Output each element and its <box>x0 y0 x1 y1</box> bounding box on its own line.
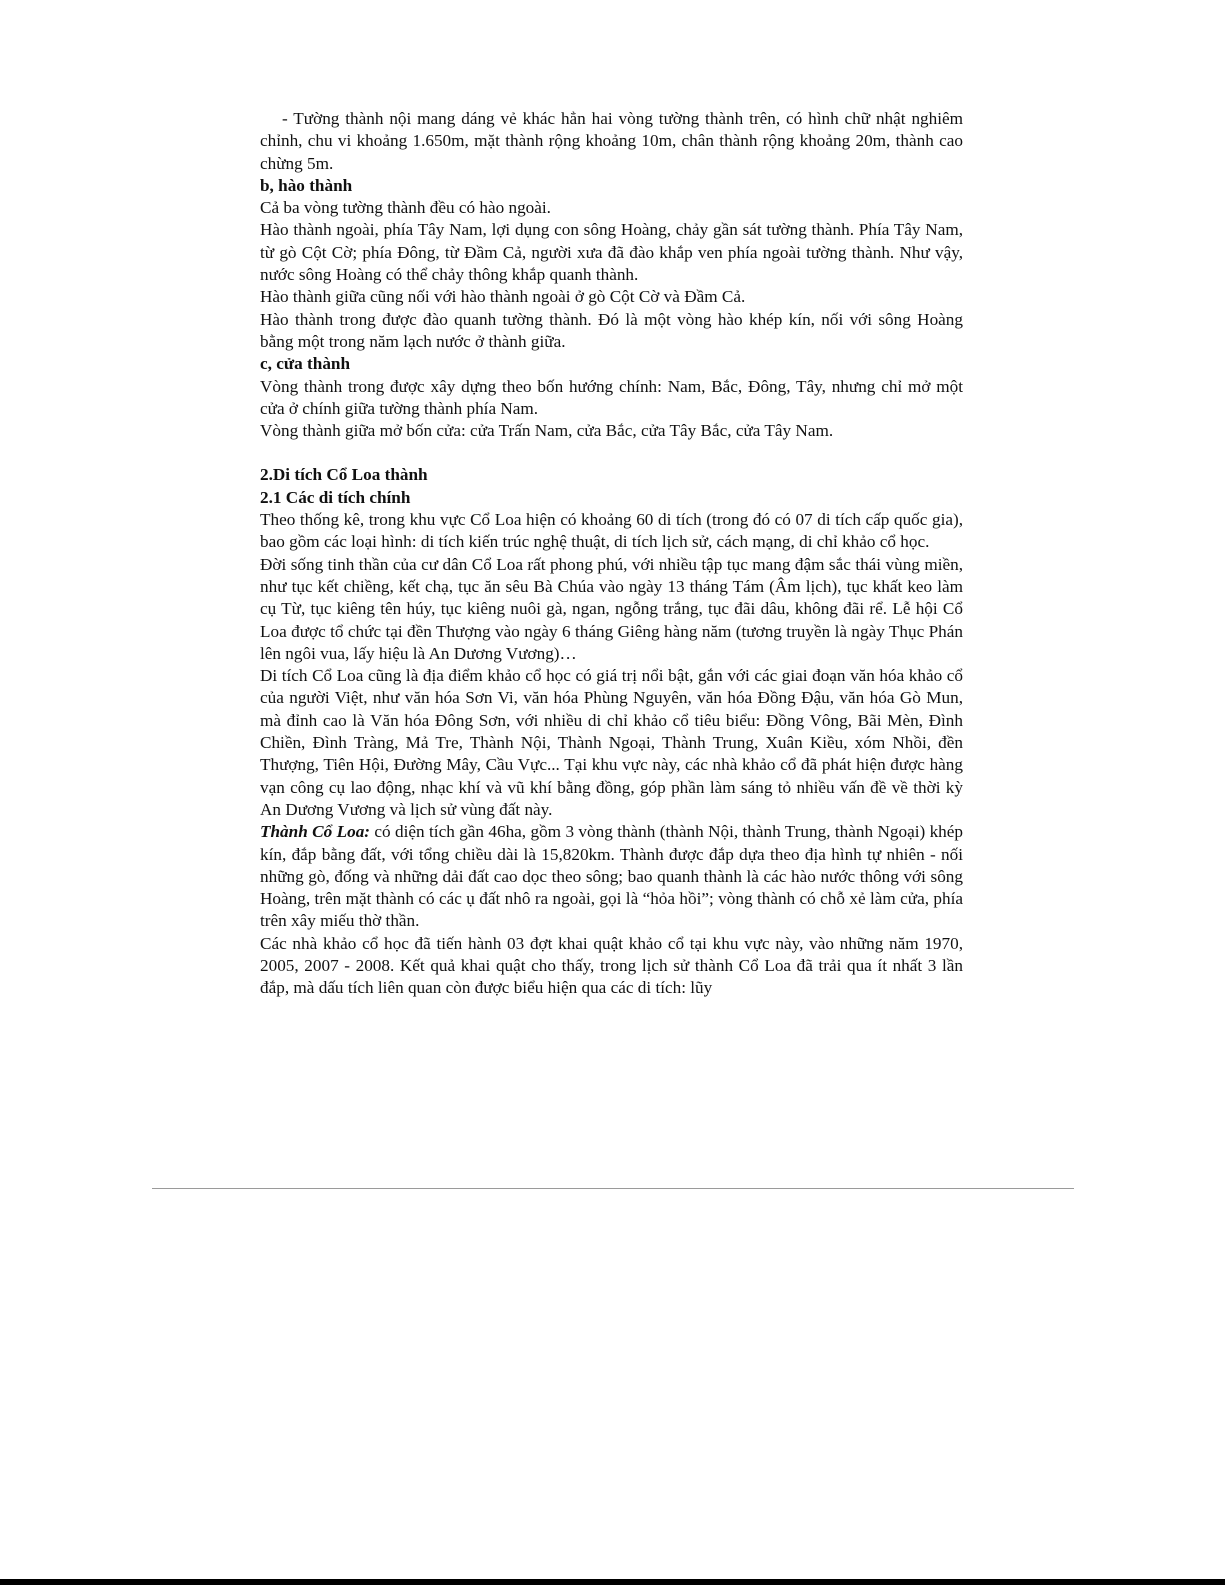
section-b-paragraph: Hào thành trong được đào quanh tường thành. Đó là một vòng hào khép kín, nối với sông Hoàng bằng một trong năm lạch nước ở thành giữa. <box>260 309 963 351</box>
section-gap <box>260 442 963 464</box>
section-c-heading: c, cửa thành <box>260 354 351 374</box>
section-2-1-heading: 2.1 Các di tích chính <box>260 487 411 507</box>
section-2-paragraph: Đời sống tinh thần của cư dân Cổ Loa rất phong phú, với nhiều tập tục mang đậm sắc thái vùng miền, như tục kết chiềng, kết chạ, tục ăn sêu Bà Chúa vào ngày 13 tháng Tám (Âm lịch), tục khất keo làm cụ Từ, tục kiêng tên húy, tục kiêng nuôi gà, ngan, ngỗng trắng, tục đãi dâu, không đãi rể. Lễ hội Cổ Loa được tổ chức tại đền Thượng vào ngày 6 tháng Giêng hàng năm (tương truyền là ngày Thục Phán lên ngôi vua, lấy hiệu là An Dương Vương)… <box>260 554 963 663</box>
section-c-paragraph: Vòng thành giữa mở bốn cửa: cửa Trấn Nam, cửa Bắc, cửa Tây Bắc, cửa Tây Nam. <box>260 421 834 441</box>
section-2-paragraph: Theo thống kê, trong khu vực Cổ Loa hiện có khoảng 60 di tích (trong đó có 07 di tích cấp quốc gia), bao gồm các loại hình: di tích kiến trúc nghệ thuật, di tích lịch sử, cách mạng, di chỉ khảo cổ học. <box>260 510 963 552</box>
page-divider <box>152 1188 1074 1189</box>
section-2-heading: 2.Di tích Cổ Loa thành <box>260 465 428 485</box>
section-b-heading: b, hào thành <box>260 175 353 195</box>
co-loa-paragraph <box>260 821 963 932</box>
co-loa-lead: Thành Cổ Loa: <box>260 822 371 842</box>
document-body <box>260 108 963 1000</box>
bottom-border <box>0 1579 1225 1585</box>
section-c-paragraph: Vòng thành trong được xây dựng theo bốn hướng chính: Nam, Bắc, Đông, Tây, nhưng chỉ mở một cửa ở chính giữa tường thành phía Nam. <box>260 376 963 418</box>
section-b-paragraph: Hào thành giữa cũng nối với hào thành ngoài ở gò Cột Cờ và Đầm Cả. <box>260 287 746 307</box>
section-b-paragraph: Hào thành ngoài, phía Tây Nam, lợi dụng con sông Hoàng, chảy gần sát tường thành. Phía Tây Nam, từ gò Cột Cờ; phía Đông, từ Đầm Cả, người xưa đã đào khắp ven phía ngoài tường thành. Như vậy, nước sông Hoàng có thể chảy thông khắp quanh thành. <box>260 220 963 285</box>
section-b-paragraph: Cả ba vòng tường thành đều có hào ngoài. <box>260 198 551 218</box>
co-loa-text: có diện tích gần 46ha, gồm 3 vòng thành (thành Nội, thành Trung, thành Ngoại) khép kín, đắp bằng đất, với tổng chiều dài là 15,820km. Thành được đắp dựa theo địa hình tự nhiên - nối những gò, đống và những dải đất cao dọc theo sông; bao quanh thành là các hào nước thông với sông Hoàng, trên mặt thành có các ụ đất nhô ra ngoài, gọi là “hỏa hồi”; vòng thành có chỗ xẻ làm cửa, phía trên xây miếu thờ thần. <box>260 822 963 931</box>
intro-paragraph: - Tường thành nội mang dáng vẻ khác hẳn hai vòng tường thành trên, có hình chữ nhật nghiêm chỉnh, chu vi khoảng 1.650m, mặt thành rộng khoảng 10m, chân thành rộng khoảng 20m, thành cao chừng 5m. <box>260 109 963 173</box>
final-paragraph: Các nhà khảo cổ học đã tiến hành 03 đợt khai quật khảo cổ tại khu vực này, vào những năm 1970, 2005, 2007 - 2008. Kết quả khai quật cho thấy, trong lịch sử thành Cổ Loa đã trải qua ít nhất 3 lần đắp, mà dấu tích liên quan còn được biểu hiện qua các di tích: lũy <box>260 933 963 998</box>
section-2-paragraph: Di tích Cổ Loa cũng là địa điểm khảo cổ học có giá trị nổi bật, gắn với các giai đoạn văn hóa khảo cổ của người Việt, như văn hóa Sơn Vi, văn hóa Phùng Nguyên, văn hóa Đồng Đậu, văn hóa Gò Mun, mà đỉnh cao là Văn hóa Đông Sơn, với nhiều di chỉ khảo cổ tiêu biểu: Đồng Vông, Bãi Mèn, Đình Chiền, Đình Tràng, Mả Tre, Thành Nội, Thành Ngoại, Thành Trung, Xuân Kiều, xóm Nhồi, đền Thượng, Tiên Hội, Đường Mây, Cầu Vực... Tại khu vực này, các nhà khảo cổ đã phát hiện được hàng vạn công cụ lao động, nhạc khí và vũ khí bằng đồng, góp phần làm sáng tỏ nhiều vấn đề về thời kỳ An Dương Vương và lịch sử vùng đất này. <box>260 666 963 819</box>
